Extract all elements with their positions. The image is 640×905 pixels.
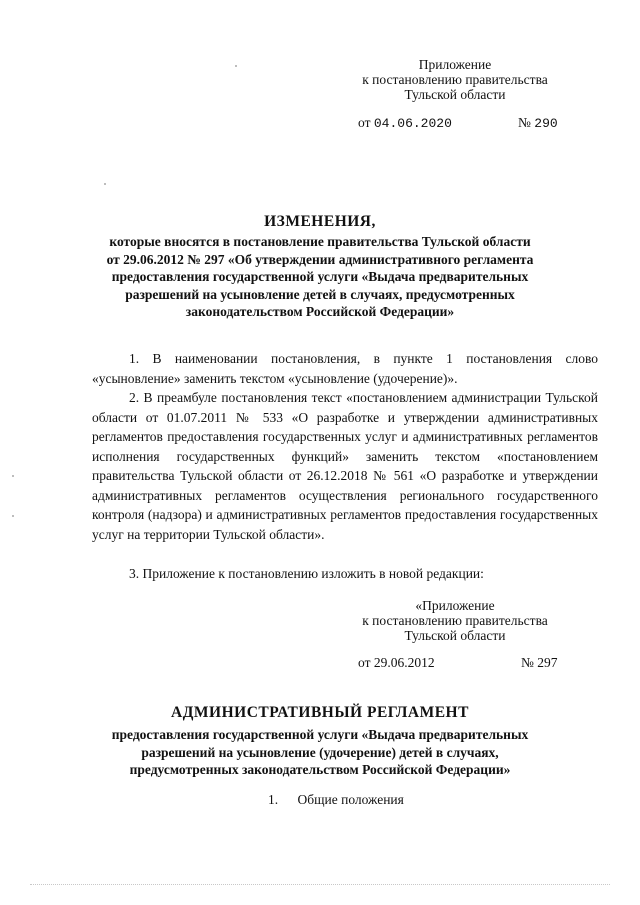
scan-speck	[235, 65, 237, 67]
new-appendix-reference: к постановлению правительства	[362, 613, 548, 628]
regulation-subtitle-line: разрешений на усыновление (удочерение) детей в случаях,	[141, 744, 499, 760]
regulation-heading	[90, 704, 550, 779]
changes-title: ИЗМЕНЕНИЯ,	[264, 213, 376, 230]
appendix-date-line	[358, 115, 452, 131]
new-appendix-label: «Приложение	[415, 598, 495, 613]
appendix-date: 04.06.2020	[373, 116, 452, 131]
regulation-subtitle-line: предусмотренных законодательством Российской Федерации»	[129, 762, 511, 777]
changes-subtitle-line: законодательством Российской Федерации»	[185, 304, 455, 319]
regulation-subtitle-line: предоставления государственной услуги «Выдача предварительных	[111, 727, 529, 742]
changes-subtitle-line: предоставления государственной услуги «Выдача предварительных	[111, 269, 529, 284]
scan-speck	[104, 183, 106, 185]
new-appendix-region: Тульской области	[404, 628, 506, 643]
appendix-label: Приложение	[418, 57, 492, 72]
number-prefix: №	[518, 115, 531, 130]
section-title: Общие положения	[297, 792, 404, 807]
regulation-title: АДМИНИСТРАТИВНЫЙ РЕГЛАМЕНТ	[171, 704, 469, 721]
section-heading	[268, 792, 404, 808]
change-item-2: 2. В преамбуле постановления текст «постановлением администрации Тульской области от 01.07.2011 № 533 «О разработке и утверждении административных регламентов предоставления государственных услуг и административных регламентов исполнения государственных функций» заменить текстом «постановлением правительства Тульской области от 26.12.2018 № 561 «О разработке и утверждении административных регламентов осуществления регионального государственного контроля (надзора) и административных регламентов предоставления государственных услуг на территории Тульской области».	[92, 390, 598, 542]
scan-speck	[12, 515, 14, 517]
change-item-1: 1. В наименовании постановления, в пункте 1 постановления слово «усыновление» заменить текстом «усыновление (удочерение)».	[92, 351, 598, 386]
change-item-3: 3. Приложение к постановлению изложить в новой редакции:	[129, 566, 484, 581]
changes-subtitle	[90, 233, 550, 321]
appendix-number: 290	[534, 116, 558, 131]
appendix-number-line	[518, 115, 558, 131]
changes-subtitle-line: от 29.06.2012 № 297 «Об утверждении административного регламента	[106, 251, 534, 267]
changes-subtitle-line: разрешений на усыновление детей в случаях, предусмотренных	[125, 286, 515, 302]
appendix-region: Тульской области	[404, 87, 506, 102]
appendix-reference: к постановлению правительства	[362, 72, 548, 87]
section-number: 1.	[268, 792, 279, 807]
new-appendix-number: № 297	[521, 655, 558, 670]
scan-speck	[12, 475, 14, 477]
changes-subtitle-line: которые вносятся в постановление правительства Тульской области	[109, 234, 531, 249]
date-prefix: от	[358, 115, 371, 130]
new-appendix-date: от 29.06.2012	[358, 655, 435, 670]
scan-dotted-line	[30, 884, 610, 887]
changes-heading	[90, 213, 550, 321]
regulation-subtitle	[90, 726, 550, 779]
